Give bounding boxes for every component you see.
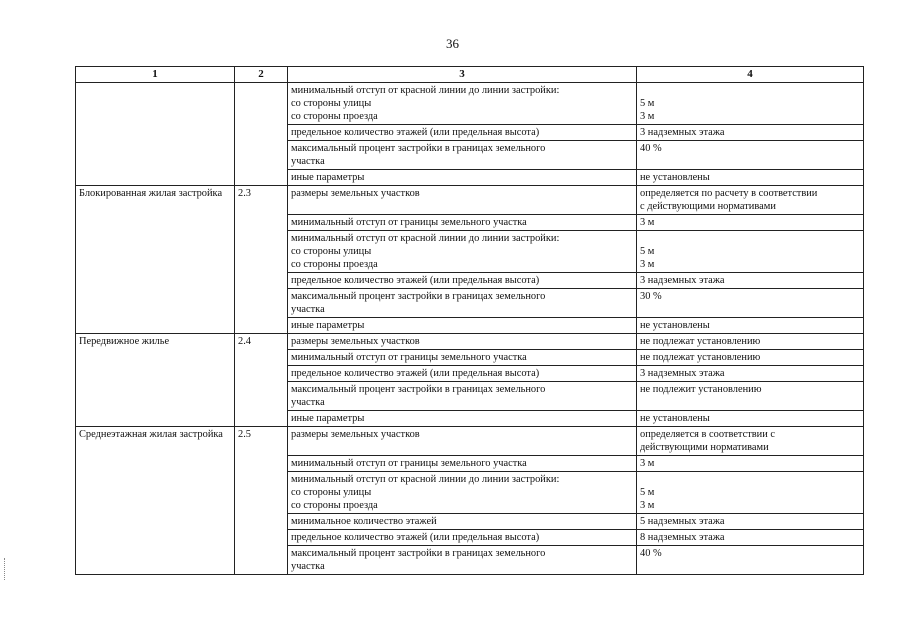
parameter-cell bbox=[288, 530, 637, 546]
value-line: действующими нормативами bbox=[640, 442, 769, 453]
land-use-code-cell: 2.5 bbox=[235, 427, 288, 575]
parameter-cell bbox=[288, 472, 637, 514]
value-cell bbox=[637, 125, 864, 141]
column-header: 3 bbox=[288, 67, 637, 83]
value-cell bbox=[637, 411, 864, 427]
value-cell bbox=[637, 289, 864, 318]
parameter-cell bbox=[288, 170, 637, 186]
parameter-cell bbox=[288, 382, 637, 411]
value-line: 3 м bbox=[640, 217, 655, 228]
value-cell bbox=[637, 170, 864, 186]
table-header bbox=[76, 67, 864, 83]
parameter-cell bbox=[288, 427, 637, 456]
value-line: не подлежит установлению bbox=[640, 384, 762, 395]
parameter-cell bbox=[288, 456, 637, 472]
value-line: 8 надземных этажа bbox=[640, 532, 725, 543]
land-use-code-cell: 2.3 bbox=[235, 186, 288, 334]
value-line: 3 надземных этажа bbox=[640, 368, 725, 379]
parameter-line: минимальный отступ от красной линии до линии застройки: bbox=[291, 85, 560, 96]
parameter-line: предельное количество этажей (или предельная высота) bbox=[291, 127, 540, 138]
column-header: 4 bbox=[637, 67, 864, 83]
land-use-type-cell: Передвижное жилье bbox=[76, 334, 235, 427]
parameter-cell bbox=[288, 215, 637, 231]
parameter-line: иные параметры bbox=[291, 320, 365, 331]
value-cell bbox=[637, 546, 864, 575]
parameter-cell bbox=[288, 289, 637, 318]
value-line: определяется в соответствии с bbox=[640, 429, 775, 440]
value-cell bbox=[637, 382, 864, 411]
parameter-line: размеры земельных участков bbox=[291, 188, 420, 199]
parameter-cell bbox=[288, 231, 637, 273]
column-header: 1 bbox=[76, 67, 235, 83]
value-line: 3 м bbox=[640, 259, 655, 270]
parameter-cell bbox=[288, 318, 637, 334]
value-cell bbox=[637, 456, 864, 472]
parameter-line: участка bbox=[291, 561, 325, 572]
value-cell bbox=[637, 366, 864, 382]
parameter-line: максимальный процент застройки в границах земельного bbox=[291, 384, 546, 395]
value-line: 30 % bbox=[640, 291, 662, 302]
value-cell bbox=[637, 334, 864, 350]
page-number: 36 bbox=[446, 36, 459, 51]
parameter-line: со стороны улицы bbox=[291, 487, 372, 498]
value-line: 3 надземных этажа bbox=[640, 127, 725, 138]
land-use-type-cell bbox=[76, 83, 235, 186]
value-line bbox=[640, 232, 860, 245]
value-line: 3 м bbox=[640, 500, 655, 511]
value-cell bbox=[637, 186, 864, 215]
parameter-cell bbox=[288, 350, 637, 366]
parameter-cell bbox=[288, 273, 637, 289]
parameter-cell bbox=[288, 514, 637, 530]
parameter-line: минимальный отступ от красной линии до линии застройки: bbox=[291, 233, 560, 244]
parameter-line: со стороны улицы bbox=[291, 98, 372, 109]
parameter-line: со стороны проезда bbox=[291, 111, 378, 122]
value-line: 5 надземных этажа bbox=[640, 516, 725, 527]
parameter-line: иные параметры bbox=[291, 413, 365, 424]
parameter-line: предельное количество этажей (или предельная высота) bbox=[291, 275, 540, 286]
margin-mark bbox=[4, 558, 9, 580]
value-cell bbox=[637, 83, 864, 125]
value-line: 40 % bbox=[640, 143, 662, 154]
value-line: 5 м bbox=[640, 246, 655, 257]
table-row bbox=[76, 427, 864, 456]
parameter-line: минимальный отступ от границы земельного участка bbox=[291, 352, 527, 363]
parameter-line: размеры земельных участков bbox=[291, 336, 420, 347]
parameter-cell bbox=[288, 186, 637, 215]
land-use-type-cell: Среднеэтажная жилая застройка bbox=[76, 427, 235, 575]
parameter-line: предельное количество этажей (или предельная высота) bbox=[291, 532, 540, 543]
parameter-line: предельное количество этажей (или предельная высота) bbox=[291, 368, 540, 379]
value-line: не подлежат установлению bbox=[640, 352, 761, 363]
value-cell bbox=[637, 215, 864, 231]
parameter-line: участка bbox=[291, 304, 325, 315]
value-cell bbox=[637, 231, 864, 273]
regulations-table bbox=[75, 66, 864, 575]
parameter-line: максимальный процент застройки в границах земельного bbox=[291, 143, 546, 154]
parameter-line: участка bbox=[291, 156, 325, 167]
value-line: не установлены bbox=[640, 172, 710, 183]
column-header: 2 bbox=[235, 67, 288, 83]
value-line: с действующими нормативами bbox=[640, 201, 776, 212]
value-line: определяется по расчету в соответствии bbox=[640, 188, 818, 199]
parameter-line: минимальный отступ от границы земельного участка bbox=[291, 458, 527, 469]
parameter-line: размеры земельных участков bbox=[291, 429, 420, 440]
parameter-line: максимальный процент застройки в границах земельного bbox=[291, 548, 546, 559]
parameter-line: минимальный отступ от границы земельного участка bbox=[291, 217, 527, 228]
table-body bbox=[76, 83, 864, 575]
parameter-line: участка bbox=[291, 397, 325, 408]
parameter-cell bbox=[288, 83, 637, 125]
value-line bbox=[640, 84, 860, 97]
value-line: 5 м bbox=[640, 487, 655, 498]
value-cell bbox=[637, 350, 864, 366]
parameter-cell bbox=[288, 411, 637, 427]
parameter-cell bbox=[288, 334, 637, 350]
parameter-line: минимальный отступ от красной линии до линии застройки: bbox=[291, 474, 560, 485]
value-cell bbox=[637, 514, 864, 530]
value-line bbox=[640, 473, 860, 486]
parameter-line: со стороны проезда bbox=[291, 259, 378, 270]
value-line: 40 % bbox=[640, 548, 662, 559]
value-cell bbox=[637, 141, 864, 170]
table-row bbox=[76, 186, 864, 215]
table-row bbox=[76, 83, 864, 125]
parameter-line: минимальное количество этажей bbox=[291, 516, 437, 527]
land-use-code-cell bbox=[235, 83, 288, 186]
value-cell bbox=[637, 318, 864, 334]
value-line: 3 надземных этажа bbox=[640, 275, 725, 286]
value-line: 3 м bbox=[640, 111, 655, 122]
parameter-cell bbox=[288, 366, 637, 382]
value-cell bbox=[637, 273, 864, 289]
value-line: 5 м bbox=[640, 98, 655, 109]
parameter-line: максимальный процент застройки в границах земельного bbox=[291, 291, 546, 302]
parameter-line: иные параметры bbox=[291, 172, 365, 183]
value-line: не подлежат установлению bbox=[640, 336, 761, 347]
value-line: не установлены bbox=[640, 413, 710, 424]
parameter-cell bbox=[288, 125, 637, 141]
land-use-code-cell: 2.4 bbox=[235, 334, 288, 427]
parameter-cell bbox=[288, 546, 637, 575]
value-cell bbox=[637, 472, 864, 514]
parameter-line: со стороны проезда bbox=[291, 500, 378, 511]
value-cell bbox=[637, 530, 864, 546]
table-row bbox=[76, 334, 864, 350]
parameter-cell bbox=[288, 141, 637, 170]
parameter-line: со стороны улицы bbox=[291, 246, 372, 257]
value-line: не установлены bbox=[640, 320, 710, 331]
value-line: 3 м bbox=[640, 458, 655, 469]
land-use-type-cell: Блокированная жилая застройка bbox=[76, 186, 235, 334]
value-cell bbox=[637, 427, 864, 456]
